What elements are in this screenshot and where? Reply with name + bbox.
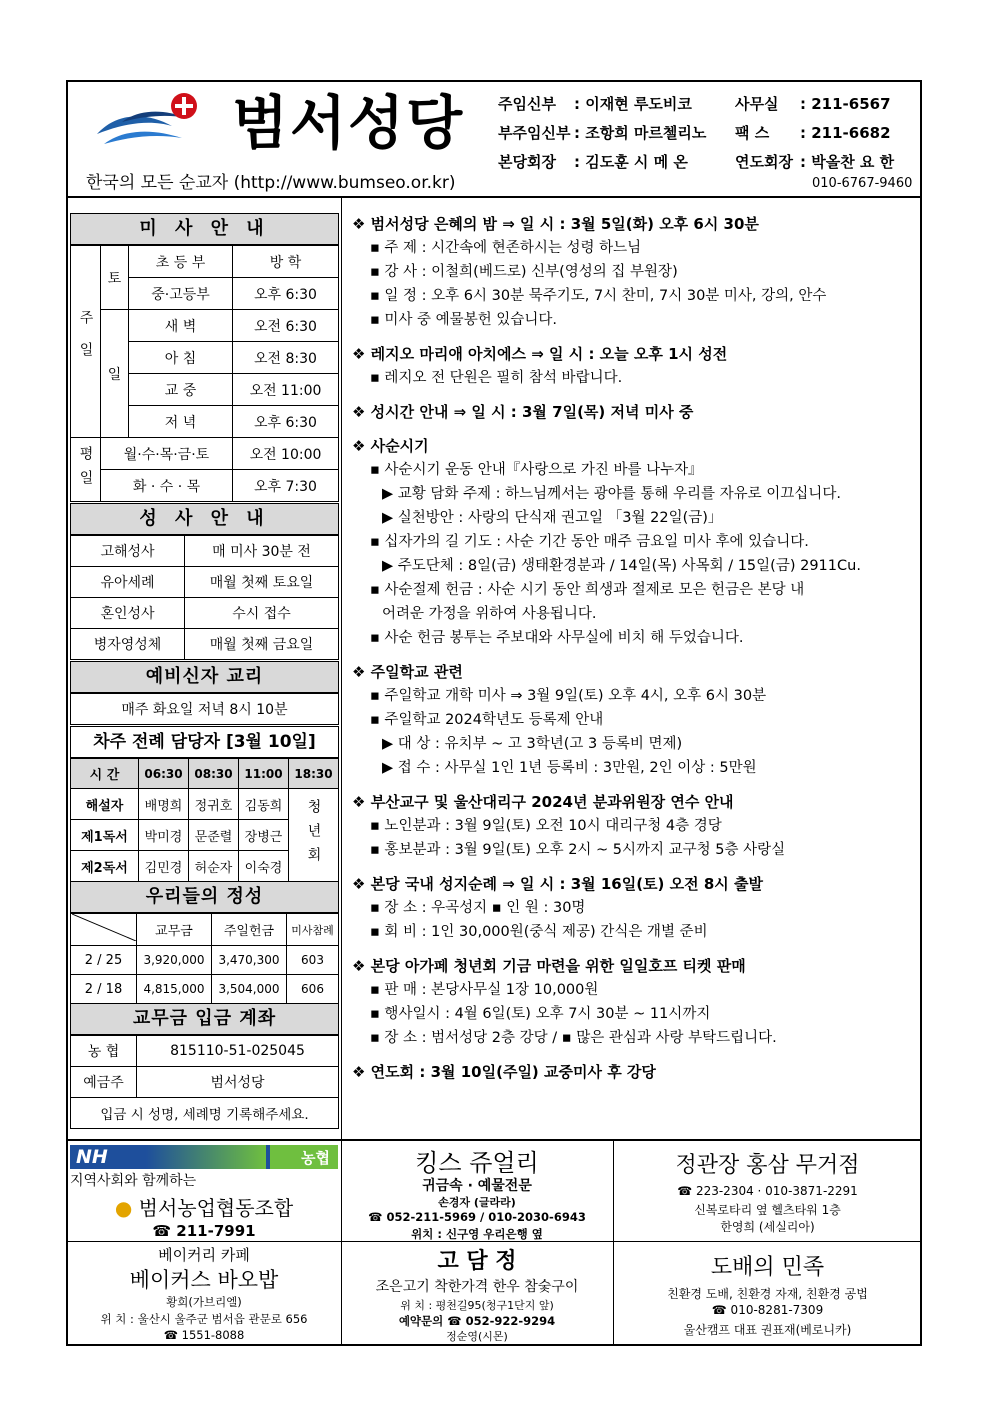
notice-line: ▶ 접 수 : 사무실 1인 1년 등록비 : 3만원, 2인 이상 : 5만원 (382, 760, 757, 776)
liturgy-youth: 청년회 (289, 789, 339, 882)
bank-account: 815110-51-025045 (137, 1036, 339, 1067)
notice-line: ▪ 회 비 : 1인 30,000원(중식 제공) 간식은 개별 준비 (370, 924, 708, 940)
liturgy-title: 차주 전례 담당자 [3월 10일] (70, 726, 339, 758)
notice-title: ❖ 부산교구 및 울산대리구 2024년 분과위원장 연수 안내 (352, 793, 734, 811)
council-head-value: : 김도훈 시 메 온 (574, 153, 688, 171)
bakery-location: 위 치 : 울산시 울주군 범서읍 관문로 656 (100, 1312, 308, 1326)
sacrament-value: 매 미사 30분 전 (185, 536, 339, 567)
dobae-sub: 친환경 도배, 친환경 자재, 친환경 공법 (667, 1287, 868, 1301)
notice-title: ❖ 연도회 : 3월 10일(주일) 교중미사 후 강당 (352, 1063, 656, 1081)
liturgy-role: 해설자 (71, 789, 139, 820)
mass-name: 저 녁 (129, 406, 233, 438)
notice-title: ❖ 레지오 마리애 아치에스 ⇒ 일 시 : 오늘 오후 1시 성전 (352, 345, 728, 363)
sacrament-value: 매월 첫째 토요일 (185, 567, 339, 598)
notice-title: ❖ 본당 국내 성지순례 ⇒ 일 시 : 3월 16일(토) 오전 8시 출발 (352, 875, 763, 893)
saturday-label: 토 (101, 246, 129, 310)
notice-line: ▪ 일 정 : 오후 6시 30분 묵주기도, 7시 찬미, 7시 30분 미사, 강의, 안수 (370, 288, 827, 304)
notice-line: ▪ 주일학교 개학 미사 ⇒ 3월 9일(토) 오후 4시, 오후 6시 30분 (370, 688, 767, 704)
holder-value: 범서성당 (137, 1067, 339, 1098)
notice-line: ▪ 장 소 : 범서성당 2층 강당 / ▪ 많은 관심과 사랑 부탁드립니다. (370, 1030, 777, 1046)
offering-value: 603 (287, 946, 339, 975)
fax-value: : 211-6682 (800, 124, 891, 142)
notice-title: ❖ 사순시기 (352, 437, 429, 455)
offering-header: 주일헌금 (212, 914, 287, 946)
sacrament-name: 유아세례 (71, 567, 185, 598)
godam-sub: 조은고기 착한가격 한우 참숯구이 (375, 1279, 579, 1295)
offering-corner (71, 914, 137, 946)
ginseng-name: 정관장 홍삼 무거점 (675, 1153, 860, 1178)
catechumen-box (70, 693, 339, 725)
column-divider (341, 196, 342, 1139)
notice-line: ▶ 대 상 : 유치부 ~ 고 3학년(고 3 등록비 면제) (382, 736, 683, 752)
mass-title: 미 사 안 내 (70, 213, 339, 245)
mass-time: 오전 8:30 (233, 342, 339, 374)
parish-title: 범서성당 (232, 89, 465, 157)
office-label: 사무실 (735, 95, 779, 113)
liturgy-person: 배명희 (139, 789, 189, 820)
liturgy-person: 정귀호 (189, 789, 239, 820)
nh-logo-text: NH (76, 1146, 108, 1168)
kings-phone: ☎ 052-211-5969 / 010-2030-6943 (368, 1210, 586, 1224)
prayer-head-phone: 010-6767-9460 (812, 176, 913, 191)
liturgy-time: 08:30 (189, 759, 239, 789)
notice-line: ▪ 사순절제 헌금 : 사순 시기 동안 희생과 절제로 모은 헌금은 본당 내 (370, 582, 805, 598)
dobae-phone: ☎ 010-8281-7309 (711, 1303, 824, 1317)
liturgy-person: 허순자 (189, 851, 239, 882)
dobae-name: 도배의 민족 (710, 1255, 825, 1280)
kings-sub: 귀금속 · 예물전문 (422, 1178, 532, 1194)
offering-date: 2 / 25 (71, 946, 137, 975)
nh-logo-icon (70, 1145, 338, 1169)
kings-location: 위치 : 신구영 우리은행 옆 (411, 1227, 543, 1241)
mass-name: 중·고등부 (129, 278, 233, 310)
notice-line: ▶ 실천방안 : 사랑의 단식재 권고일 「3월 22일(금)」 (382, 510, 723, 526)
catechumen-title: 예비신자 교리 (70, 661, 339, 693)
notice-line: ▪ 노인분과 : 3월 9일(토) 오전 10시 대리구청 4층 경당 (370, 818, 722, 834)
ginseng-phone: ☎ 223-2304 · 010-3871-2291 (677, 1184, 858, 1198)
ginseng-owner: 한영희 (세실리아) (720, 1220, 815, 1234)
notice-line: ▶ 교황 담화 주제 : 하느님께서는 광야를 통해 우리를 자유로 이끄십니다. (382, 486, 841, 502)
sacrament-name: 고해성사 (71, 536, 185, 567)
ads-divider (67, 1139, 921, 1141)
mass-time: 오후 6:30 (233, 406, 339, 438)
offering-header: 교무금 (137, 914, 212, 946)
pastor-label: 주임신부 (498, 95, 556, 113)
liturgy-table (70, 758, 339, 882)
notice-line: 어려운 가정을 위하여 사용됩니다. (382, 606, 597, 622)
parish-subtitle: 한국의 모든 순교자 (http://www.bumseo.or.kr) (86, 173, 456, 193)
pastor-value: : 이재현 루도비코 (574, 95, 692, 113)
offering-value: 3,504,000 (212, 975, 287, 1004)
godam-owner: 정순영(시몬) (446, 1330, 508, 1343)
liturgy-role: 제2독서 (71, 851, 139, 882)
sacrament-value: 수시 접수 (185, 598, 339, 629)
notices (352, 212, 912, 1094)
mass-name: 아 침 (129, 342, 233, 374)
liturgy-role: 제1독서 (71, 820, 139, 851)
holder-label: 예금주 (71, 1067, 137, 1098)
ads-vertical-divider (613, 1139, 614, 1346)
godam-phone: 예약문의 ☎ 052-922-9294 (398, 1314, 556, 1328)
weekday-mass-name: 화 · 수 · 목 (101, 470, 233, 502)
offering-value: 4,815,000 (137, 975, 212, 1004)
sunday-day-label: 일 (101, 310, 129, 438)
ads-vertical-divider (341, 1139, 342, 1346)
nh-name (70, 1192, 338, 1221)
mass-time: 오전 11:00 (233, 374, 339, 406)
account-table (70, 1035, 339, 1129)
mass-table (70, 245, 339, 502)
notice-title: ❖ 주일학교 관련 (352, 663, 463, 681)
offering-date: 2 / 18 (71, 975, 137, 1004)
nh-logo-name: 농협 (301, 1149, 330, 1167)
notice-title: ❖ 본당 아가페 청년회 기금 마련을 위한 일일호프 티켓 판매 (352, 957, 746, 975)
offering-title: 우리들의 정성 (70, 881, 339, 913)
sacrament-table (70, 535, 339, 660)
mass-time: 방 학 (233, 246, 339, 278)
offering-value: 606 (287, 975, 339, 1004)
notice-line: ▪ 판 매 : 본당사무실 1장 10,000원 (370, 982, 599, 998)
notice-line: ▪ 주 제 : 시간속에 현존하시는 성령 하느님 (370, 240, 642, 256)
notice-line: ▪ 장 소 : 우곡성지 ▪ 인 원 : 30명 (370, 900, 586, 916)
notice-line: ▪ 행사일시 : 4월 6일(토) 오후 7시 30분 ~ 11시까지 (370, 1006, 711, 1022)
assistant-pastor-value: : 조항희 마르첼리노 (574, 124, 707, 142)
liturgy-person: 김민경 (139, 851, 189, 882)
liturgy-time: 06:30 (139, 759, 189, 789)
bakery-line1: 베이커리 카페 (158, 1246, 250, 1264)
notice-line: ▪ 미사 중 예물봉헌 있습니다. (370, 312, 557, 328)
notice-line: ▪ 사순시기 운동 안내『사랑으로 가진 바를 나누자』 (370, 462, 703, 478)
parish-logo-icon (92, 92, 217, 152)
council-head-label: 본당회장 (498, 153, 556, 171)
liturgy-time: 11:00 (239, 759, 289, 789)
mass-name: 교 중 (129, 374, 233, 406)
dobae-owner: 울산캠프 대표 권표재(베로니카) (683, 1323, 852, 1337)
account-note: 입금 시 성명, 세례명 기록해주세요. (71, 1098, 339, 1129)
nh-phone: ☎ 211-7991 (152, 1222, 256, 1240)
assistant-pastor-label: 부주임신부 (498, 124, 571, 142)
godam-location: 위 치 : 평천길95(청구1단지 앞) (400, 1299, 554, 1312)
kings-owner: 손경자 (글라라) (438, 1196, 516, 1209)
nh-name-text: 범서농업협동조합 (138, 1196, 294, 1220)
nh-emblem-icon: ● (114, 1196, 133, 1220)
weekday-mass-name: 월·수·목·금·토 (101, 438, 233, 470)
liturgy-person: 박미경 (139, 820, 189, 851)
catechumen-value: 매주 화요일 저녁 8시 10분 (71, 694, 339, 725)
notice-line: ▪ 강 사 : 이철희(베드로) 신부(영성의 집 부원장) (370, 264, 678, 280)
office-value: : 211-6567 (800, 95, 891, 113)
mass-name: 새 벽 (129, 310, 233, 342)
header-divider (67, 196, 921, 198)
notice-title: ❖ 성시간 안내 ⇒ 일 시 : 3월 7일(목) 저녁 미사 중 (352, 403, 694, 421)
mass-time: 오전 6:30 (233, 310, 339, 342)
kings-name: 킹스 쥬얼리 (415, 1149, 539, 1177)
prayer-head-value: : 박올찬 요 한 (800, 153, 895, 171)
liturgy-person: 장병근 (239, 820, 289, 851)
notice-line: ▪ 레지오 전 단원은 필히 참석 바랍니다. (370, 370, 623, 386)
sacrament-title: 성 사 안 내 (70, 503, 339, 535)
liturgy-time: 18:30 (289, 759, 339, 789)
mass-name: 초 등 부 (129, 246, 233, 278)
sacrament-name: 혼인성사 (71, 598, 185, 629)
liturgy-person: 김동희 (239, 789, 289, 820)
weekday-mass-time: 오전 10:00 (233, 438, 339, 470)
offering-value: 3,920,000 (137, 946, 212, 975)
notice-line: ▪ 사순 헌금 봉투는 주보대와 사무실에 비치 해 두었습니다. (370, 630, 744, 646)
account-title: 교무금 입금 계좌 (70, 1003, 339, 1035)
sunday-label: 주일 (71, 246, 101, 438)
liturgy-person: 이숙경 (239, 851, 289, 882)
ginseng-location: 신복로타리 옆 헬츠타워 1층 (694, 1203, 841, 1217)
offering-header: 미사참례 (287, 914, 339, 946)
sacrament-name: 병자영성체 (71, 629, 185, 660)
bakery-phone: ☎ 1551-8088 (163, 1328, 245, 1342)
bakery-name: 베이커스 바오밥 (129, 1268, 279, 1292)
notice-line: ▶ 주도단체 : 8일(금) 생태환경분과 / 14일(목) 사목회 / 15일(금) 2911Cu. (382, 558, 861, 574)
godam-name: 고 담 정 (437, 1248, 517, 1274)
notice-line: ▪ 홍보분과 : 3월 9일(토) 오후 2시 ~ 5시까지 교구청 5층 사랑실 (370, 842, 786, 858)
liturgy-person: 문준렬 (189, 820, 239, 851)
offering-value: 3,470,300 (212, 946, 287, 975)
mass-time: 오후 6:30 (233, 278, 339, 310)
bakery-owner: 황희(가브리엘) (166, 1295, 242, 1309)
liturgy-time-label: 시 간 (71, 759, 139, 789)
prayer-head-label: 연도회장 (735, 153, 793, 171)
bank-label: 농 협 (71, 1036, 137, 1067)
offering-table (70, 913, 339, 1004)
weekday-label: 평일 (71, 438, 101, 502)
notice-line: ▪ 주일학교 2024학년도 등록제 안내 (370, 712, 604, 728)
sacrament-value: 매월 첫째 금요일 (185, 629, 339, 660)
nh-line1: 지역사회와 함께하는 (70, 1173, 197, 1189)
notice-title: ❖ 범서성당 은혜의 밤 ⇒ 일 시 : 3월 5일(화) 오후 6시 30분 (352, 215, 759, 233)
weekday-mass-time: 오후 7:30 (233, 470, 339, 502)
fax-label: 팩 스 (735, 124, 770, 142)
notice-line: ▪ 십자가의 길 기도 : 사순 기간 동안 매주 금요일 미사 후에 있습니다. (370, 534, 809, 550)
